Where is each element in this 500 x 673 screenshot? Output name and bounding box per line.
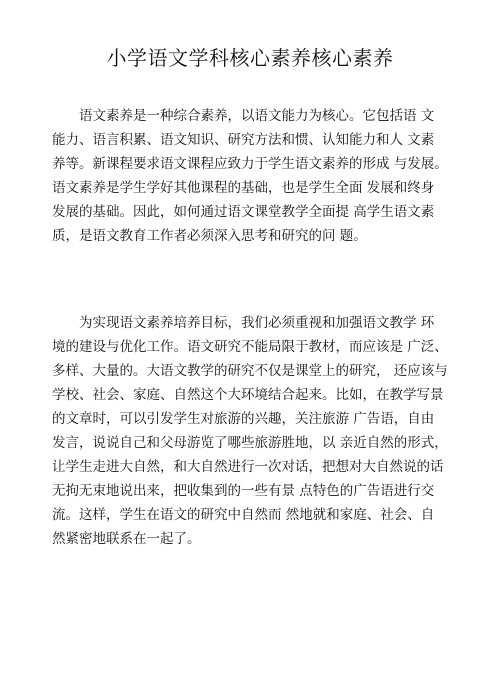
paragraph-line: 流。这样，学生在语文的研究中自然而 然地就和家庭、社会、自 — [52, 507, 435, 523]
paragraph-line: 学校、社会、家庭、自然这个大环境结合起来。比如，在教学写景 — [52, 387, 444, 403]
paragraph-line: 养等。新课程要求语文课程应致力于学生语文素养的形成 与发展。 — [52, 156, 448, 172]
paragraph-line: 多样、大量的。大语文教学的研究不仅是课堂上的研究， 还应该与 — [52, 363, 448, 379]
paragraph-line: 无拘无束地说出来，把收集到的一些有景 点特色的广告语进行交 — [52, 483, 435, 499]
paragraph-line: 语文素养是一种综合素养，以语文能力为核心。它包括语 文 — [79, 108, 435, 124]
paragraph-2 — [52, 311, 462, 551]
paragraph-line: 的文章时，可以引发学生对旅游的兴趣，关注旅游 广告语，自由 — [52, 411, 435, 427]
document-title: 小学语文学科核心素养核心素养 — [106, 46, 394, 70]
paragraph-line: 质，是语文教育工作者必须深入思考和研究的问 题。 — [52, 228, 367, 244]
paragraph-line: 境的建设与优化工作。语文研究不能局限于教材，而应该是 广泛、 — [52, 339, 448, 355]
paragraph-line: 发言，说说自己和父母游览了哪些旅游胜地，以 亲近自然的形式， — [52, 435, 448, 451]
paragraph-line: 发展的基础。因此，如何通过语文课堂教学全面提 高学生语文素 — [52, 204, 435, 220]
paragraph-line: 为实现语文素养培养目标，我们必须重视和加强语文教学 环 — [79, 315, 435, 331]
paragraph-line: 然紧密地联系在一起了。 — [52, 531, 201, 547]
paragraph-line: 能力、语言积累、语文知识、研究方法和惯、认知能力和人 文素 — [52, 132, 435, 148]
paragraph-line: 让学生走进大自然，和大自然进行一次对话，把想对大自然说的话 — [52, 459, 444, 475]
paragraph-line: 语文素养是学生学好其他课程的基础，也是学生全面 发展和终身 — [52, 180, 435, 196]
paragraph-1 — [52, 104, 462, 248]
